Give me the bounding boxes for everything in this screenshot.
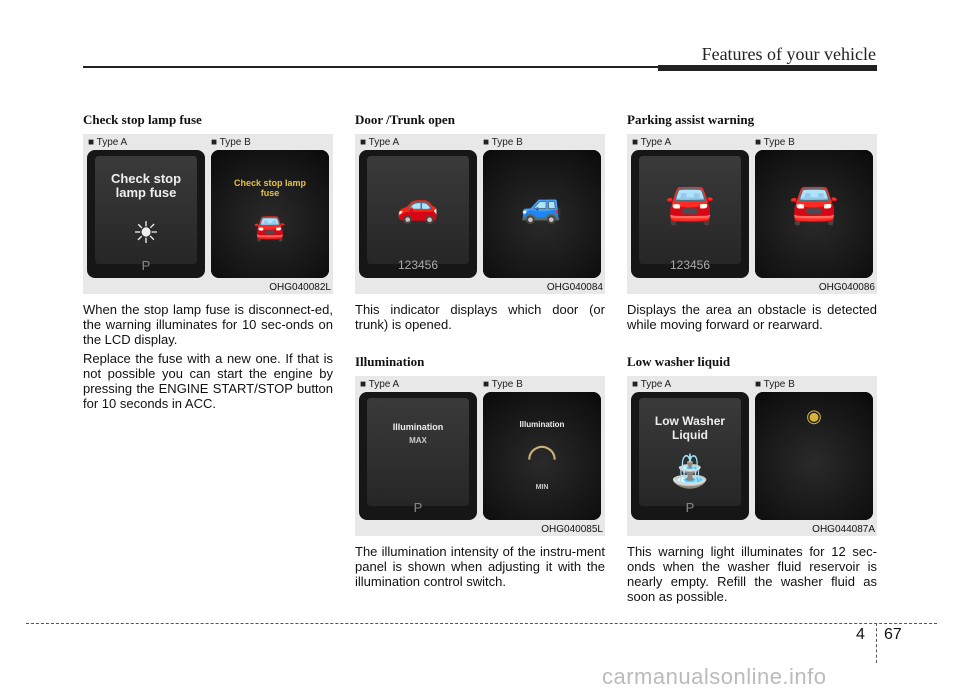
screen-type-a (87, 150, 205, 278)
type-b-label: ■ Type B (755, 137, 795, 148)
park-icon: P (413, 500, 423, 515)
type-b-label: ■ Type B (755, 379, 795, 390)
type-a-label: ■ Type A (88, 137, 128, 148)
gauge-icon: ◠ (526, 436, 558, 477)
para-stop-lamp-1: When the stop lamp fuse is disconnect-ed, the warning illuminates for 10 sec-onds on the LCD display. (83, 302, 333, 347)
type-b-label: ■ Type B (483, 379, 523, 390)
para-washer: This warning light illuminates for 12 sec-onds when the washer fluid reservoir is nearly empty. Refill the washer fluid as soon as possible. (627, 544, 877, 604)
screen-a-text: Illumination (392, 422, 444, 432)
screen-type-a (631, 392, 749, 520)
screen-a-text: Check stop lamp fuse (110, 171, 182, 200)
car-doors-icon: 🚗 (396, 187, 440, 225)
para-parking: Displays the area an obstacle is detected while moving forward or rearward. (627, 302, 877, 332)
figure-code: OHG040082L (269, 282, 331, 293)
lamp-icon: ☀ (132, 217, 160, 250)
screen-type-b (755, 392, 873, 520)
odometer: 123456 (669, 258, 711, 272)
parking-sensor-b-icon: 🚘 (789, 182, 839, 226)
para-illumination: The illumination intensity of the instru-ment panel is shown when adjusting it with the illumination control switch. (355, 544, 605, 589)
figure-stop-lamp (83, 134, 333, 294)
figure-code: OHG044087A (812, 524, 875, 535)
column-parking-washer (627, 112, 877, 604)
max-label: MAX (409, 436, 427, 445)
type-a-label: ■ Type A (360, 137, 400, 148)
footer-rule (26, 623, 937, 624)
heading-stop-lamp: Check stop lamp fuse (83, 112, 202, 127)
type-b-label: ■ Type B (483, 137, 523, 148)
figure-parking (627, 134, 877, 294)
park-icon: P (141, 258, 151, 273)
header-bar (658, 65, 877, 71)
screen-type-b (483, 392, 601, 520)
section-number: 4 (856, 626, 865, 643)
type-a-label: ■ Type A (632, 137, 672, 148)
page-number: 67 (884, 626, 902, 643)
figure-illumination (355, 376, 605, 536)
screen-type-b (755, 150, 873, 278)
odometer: 123456 (397, 258, 439, 272)
parking-sensor-icon: 🚘 (665, 182, 715, 226)
header-rule (83, 66, 658, 68)
car-trunk-icon: 🚙 (520, 187, 564, 225)
para-door: This indicator displays which door (or trunk) is opened. (355, 302, 605, 332)
footer-divider (876, 623, 877, 663)
washer-b-icon: ◉ (806, 406, 822, 426)
figure-door (355, 134, 605, 294)
column-door-illumination (355, 112, 605, 589)
screen-type-a (631, 150, 749, 278)
header-title: Features of your vehicle (701, 44, 876, 64)
figure-washer (627, 376, 877, 536)
type-a-label: ■ Type A (632, 379, 672, 390)
heading-door: Door /Trunk open (355, 112, 455, 127)
screen-type-b (211, 150, 329, 278)
screen-b-text: Check stop lamp fuse (233, 178, 307, 198)
heading-illumination: Illumination (355, 354, 425, 369)
screen-type-a (359, 150, 477, 278)
type-b-label: ■ Type B (211, 137, 251, 148)
min-label: MIN (535, 484, 549, 491)
screen-type-b (483, 150, 601, 278)
column-stop-lamp (83, 112, 333, 411)
park-icon: P (685, 500, 695, 515)
watermark: carmanualsonline.info (602, 664, 827, 689)
para-stop-lamp-2: Replace the fuse with a new one. If that is not possible you can start the engine by pressing the ENGINE START/STOP button for 10 seconds in ACC. (83, 351, 333, 411)
screen-type-a (359, 392, 477, 520)
washer-icon: ⛲ (670, 453, 710, 489)
screen-b-text: Illumination (519, 420, 565, 429)
figure-code: OHG040086 (818, 282, 875, 293)
figure-code: OHG040084 (546, 282, 603, 293)
figure-code: OHG040085L (541, 524, 603, 535)
heading-washer: Low washer liquid (627, 354, 731, 369)
screen-a-text: Low Washer Liquid (654, 414, 726, 442)
heading-parking: Parking assist warning (627, 112, 755, 127)
car-icon: 🚘 (253, 212, 287, 242)
type-a-label: ■ Type A (360, 379, 400, 390)
